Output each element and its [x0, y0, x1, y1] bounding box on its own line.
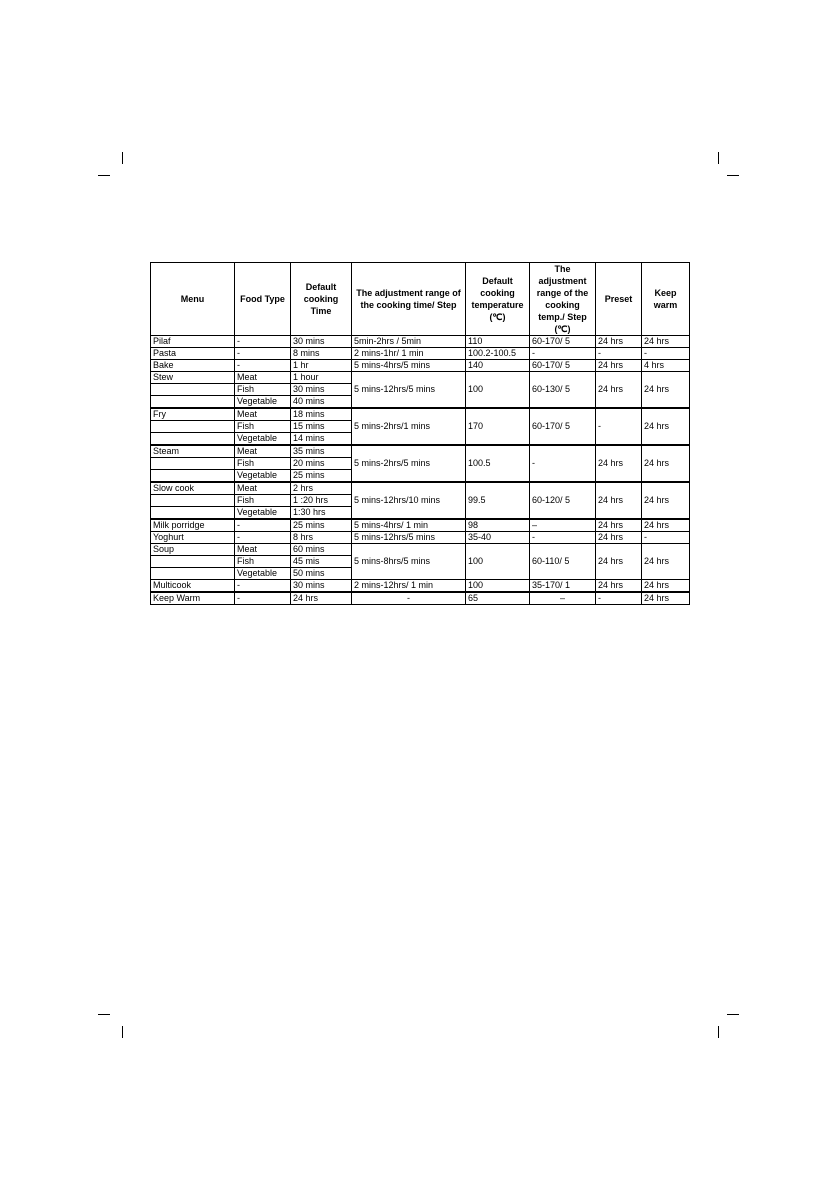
default-time-cell: 1 hour [291, 372, 352, 384]
default-time-cell: 40 mins [291, 396, 352, 409]
crop-mark [98, 1014, 110, 1015]
crop-mark [718, 1026, 719, 1038]
preset-cell: 24 hrs [596, 336, 642, 348]
default-time-cell: 1 :20 hrs [291, 495, 352, 507]
default-temp-cell: 65 [466, 592, 530, 605]
food-type-cell: Meat [235, 482, 291, 495]
menu-cell [151, 384, 235, 396]
crop-mark [98, 175, 110, 176]
default-time-cell: 25 mins [291, 519, 352, 532]
default-time-cell: 30 mins [291, 336, 352, 348]
temp-range-cell: – [530, 519, 596, 532]
keep-warm-cell: 24 hrs [642, 372, 690, 409]
keep-warm-cell: - [642, 532, 690, 544]
header-menu: Menu [151, 263, 235, 336]
temp-range-cell: 60-170/ 5 [530, 408, 596, 445]
food-type-cell: Vegetable [235, 396, 291, 409]
food-type-cell: Fish [235, 495, 291, 507]
table-row [151, 372, 690, 384]
menu-cell [151, 507, 235, 520]
keep-warm-cell: 24 hrs [642, 592, 690, 605]
temp-range-cell: 35-170/ 1 [530, 580, 596, 593]
time-range-cell: 5 mins-12hrs/5 mins [352, 532, 466, 544]
menu-cell: Milk porridge [151, 519, 235, 532]
keep-warm-cell: 24 hrs [642, 445, 690, 482]
time-range-cell: 5 mins-4hrs/ 1 min [352, 519, 466, 532]
default-time-cell: 45 mis [291, 556, 352, 568]
menu-cell: Pasta [151, 348, 235, 360]
time-range-cell: 5 mins-12hrs/5 mins [352, 372, 466, 409]
default-temp-cell: 140 [466, 360, 530, 372]
keep-warm-cell: - [642, 348, 690, 360]
preset-cell: 24 hrs [596, 544, 642, 580]
table-row [151, 580, 690, 593]
menu-cell: Soup [151, 544, 235, 556]
time-range-cell: 5min-2hrs / 5min [352, 336, 466, 348]
food-type-cell: - [235, 519, 291, 532]
keep-warm-cell: 4 hrs [642, 360, 690, 372]
menu-cell: Multicook [151, 580, 235, 593]
food-type-cell: Meat [235, 372, 291, 384]
temp-range-cell: - [530, 348, 596, 360]
crop-mark [727, 1014, 739, 1015]
default-temp-cell: 100.5 [466, 445, 530, 482]
keep-warm-cell: 24 hrs [642, 336, 690, 348]
time-range-cell: 2 mins-1hr/ 1 min [352, 348, 466, 360]
default-temp-cell: 100 [466, 372, 530, 409]
header-default-time: Default cooking Time [291, 263, 352, 336]
food-type-cell: Vegetable [235, 568, 291, 580]
menu-cell [151, 470, 235, 483]
food-type-cell: Vegetable [235, 433, 291, 446]
preset-cell: 24 hrs [596, 580, 642, 593]
food-type-cell: Fish [235, 421, 291, 433]
temp-range-cell: 60-120/ 5 [530, 482, 596, 519]
header-time-range: The adjustment range of the cooking time/ Step [352, 263, 466, 336]
header-default-temp: Default cooking temperature (℃) [466, 263, 530, 336]
default-time-cell: 25 mins [291, 470, 352, 483]
preset-cell: - [596, 348, 642, 360]
default-time-cell: 8 hrs [291, 532, 352, 544]
crop-mark [718, 152, 719, 164]
time-range-cell: 5 mins-12hrs/10 mins [352, 482, 466, 519]
food-type-cell: Meat [235, 544, 291, 556]
default-temp-cell: 100 [466, 544, 530, 580]
crop-mark [122, 152, 123, 164]
table-row [151, 336, 690, 348]
time-range-cell: 5 mins-2hrs/5 mins [352, 445, 466, 482]
cooking-programs-table [150, 262, 690, 605]
menu-cell: Fry [151, 408, 235, 421]
table-row [151, 544, 690, 556]
header-preset: Preset [596, 263, 642, 336]
food-type-cell: Fish [235, 458, 291, 470]
table-row [151, 360, 690, 372]
default-time-cell: 8 mins [291, 348, 352, 360]
default-time-cell: 1:30 hrs [291, 507, 352, 520]
default-time-cell: 15 mins [291, 421, 352, 433]
menu-cell [151, 568, 235, 580]
header-row [151, 263, 690, 336]
preset-cell: 24 hrs [596, 482, 642, 519]
time-range-cell: 5 mins-4hrs/5 mins [352, 360, 466, 372]
preset-cell: 24 hrs [596, 445, 642, 482]
menu-cell: Slow cook [151, 482, 235, 495]
header-keep-warm: Keep warm [642, 263, 690, 336]
food-type-cell: Meat [235, 445, 291, 458]
food-type-cell: - [235, 580, 291, 593]
default-temp-cell: 100 [466, 580, 530, 593]
menu-cell [151, 556, 235, 568]
food-type-cell: Fish [235, 556, 291, 568]
crop-mark [727, 175, 739, 176]
menu-cell: Keep Warm [151, 592, 235, 605]
temp-range-cell: 60-110/ 5 [530, 544, 596, 580]
preset-cell: - [596, 592, 642, 605]
keep-warm-cell: 24 hrs [642, 408, 690, 445]
food-type-cell: - [235, 592, 291, 605]
temp-range-cell: 60-170/ 5 [530, 360, 596, 372]
temp-range-cell: 60-170/ 5 [530, 336, 596, 348]
default-time-cell: 1 hr [291, 360, 352, 372]
header-temp-range: The adjustment range of the cooking temp./ Step (℃) [530, 263, 596, 336]
menu-cell [151, 396, 235, 409]
table-row [151, 532, 690, 544]
default-temp-cell: 98 [466, 519, 530, 532]
menu-cell: Stew [151, 372, 235, 384]
time-range-cell: 5 mins-8hrs/5 mins [352, 544, 466, 580]
default-time-cell: 35 mins [291, 445, 352, 458]
crop-mark [122, 1026, 123, 1038]
temp-range-cell: - [530, 445, 596, 482]
preset-cell: 24 hrs [596, 532, 642, 544]
table-row [151, 445, 690, 458]
menu-cell: Pilaf [151, 336, 235, 348]
default-time-cell: 24 hrs [291, 592, 352, 605]
keep-warm-cell: 24 hrs [642, 519, 690, 532]
temp-range-cell: - [530, 532, 596, 544]
menu-cell [151, 433, 235, 446]
menu-cell: Yoghurt [151, 532, 235, 544]
time-range-cell: 2 mins-12hrs/ 1 min [352, 580, 466, 593]
keep-warm-cell: 24 hrs [642, 544, 690, 580]
food-type-cell: - [235, 336, 291, 348]
default-time-cell: 60 mins [291, 544, 352, 556]
default-time-cell: 20 mins [291, 458, 352, 470]
default-temp-cell: 170 [466, 408, 530, 445]
preset-cell: - [596, 408, 642, 445]
food-type-cell: - [235, 532, 291, 544]
menu-cell [151, 458, 235, 470]
food-type-cell: - [235, 360, 291, 372]
default-temp-cell: 110 [466, 336, 530, 348]
default-time-cell: 14 mins [291, 433, 352, 446]
default-time-cell: 30 mins [291, 580, 352, 593]
temp-range-cell: 60-130/ 5 [530, 372, 596, 409]
keep-warm-cell: 24 hrs [642, 482, 690, 519]
time-range-cell: - [352, 592, 466, 605]
default-temp-cell: 35-40 [466, 532, 530, 544]
time-range-cell: 5 mins-2hrs/1 mins [352, 408, 466, 445]
default-time-cell: 50 mins [291, 568, 352, 580]
default-time-cell: 18 mins [291, 408, 352, 421]
keep-warm-cell: 24 hrs [642, 580, 690, 593]
header-food-type: Food Type [235, 263, 291, 336]
table-row [151, 482, 690, 495]
table-row [151, 408, 690, 421]
food-type-cell: Fish [235, 384, 291, 396]
menu-cell [151, 495, 235, 507]
preset-cell: 24 hrs [596, 360, 642, 372]
table-row [151, 519, 690, 532]
food-type-cell: Meat [235, 408, 291, 421]
default-time-cell: 2 hrs [291, 482, 352, 495]
table-row [151, 348, 690, 360]
default-time-cell: 30 mins [291, 384, 352, 396]
default-temp-cell: 99.5 [466, 482, 530, 519]
table-row [151, 592, 690, 605]
temp-range-cell: – [530, 592, 596, 605]
preset-cell: 24 hrs [596, 372, 642, 409]
food-type-cell: Vegetable [235, 470, 291, 483]
menu-cell: Steam [151, 445, 235, 458]
default-temp-cell: 100.2-100.5 [466, 348, 530, 360]
menu-cell [151, 421, 235, 433]
food-type-cell: - [235, 348, 291, 360]
preset-cell: 24 hrs [596, 519, 642, 532]
food-type-cell: Vegetable [235, 507, 291, 520]
menu-cell: Bake [151, 360, 235, 372]
